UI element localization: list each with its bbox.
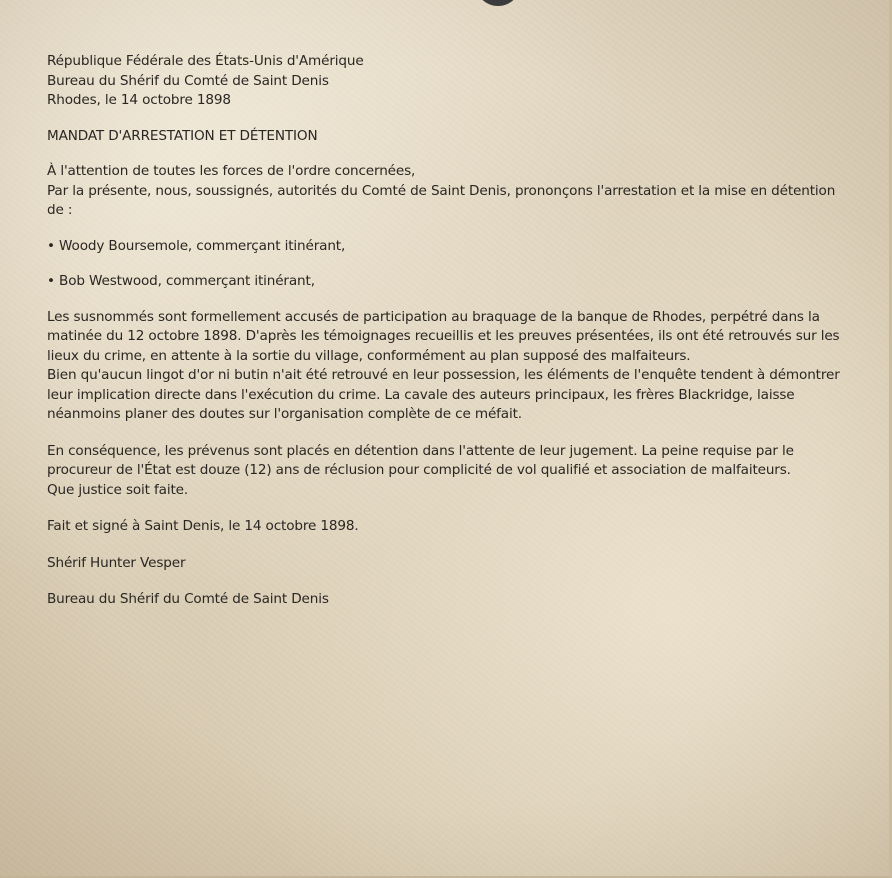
investigation-paragraph: Bien qu'aucun lingot d'or ni butin n'ait été retrouvé en leur possession, les éléments de l'enquête tendent à démontrer leur implication directe dans l'exécution du crime. La cavale des auteurs principaux, les frères Blackridge, laisse néanmoins planer des doutes sur l'organisation complète de ce méfait.: [47, 367, 840, 422]
arrest-warrant-document: [47, 52, 847, 610]
intro-statement: Par la présente, nous, soussignés, autorités du Comté de Saint Denis, prononçons l'arrestation et la mise en détention de :: [47, 182, 836, 218]
justice-line: Que justice soit faite.: [47, 481, 189, 498]
suspect-item-2: • Bob Westwood, commerçant itinérant,: [47, 273, 315, 289]
signed-line: Fait et signé à Saint Denis, le 14 octobre 1898.: [47, 518, 359, 534]
suspect-item-1: • Woody Boursemole, commerçant itinérant,: [47, 237, 346, 254]
header-office: Bureau du Shérif du Comté de Saint Denis: [47, 72, 329, 89]
document-title: MANDAT D'ARRESTATION ET DÉTENTION: [47, 127, 318, 144]
signatory-office: Bureau du Shérif du Comté de Saint Denis: [47, 591, 329, 607]
sentence-paragraph: En conséquence, les prévenus sont placés en détention dans l'attente de leur jugement. La peine requise par le procureur de l'État est douze (12) ans de réclusion pour complicité de vol qualifié et association de malfaiteurs.: [47, 442, 794, 478]
intro-addressee: À l'attention de toutes les forces de l'ordre concernées,: [47, 163, 416, 179]
header-place-date: Rhodes, le 14 octobre 1898: [47, 92, 231, 108]
accusation-paragraph: Les susnommés sont formellement accusés de participation au braquage de la banque de Rhodes, perpétré dans la matinée du 12 octobre 1898. D'après les témoignages recueillis et les preuves présentées, ils ont été retrouvés sur les lieux du crime, en attente à la sortie du village, conformément au plan supposé des malfaiteurs.: [47, 308, 840, 364]
header-country: République Fédérale des États-Unis d'Amérique: [47, 53, 364, 69]
window-handle[interactable]: [475, 0, 521, 6]
signatory-name: Shérif Hunter Vesper: [47, 554, 186, 571]
